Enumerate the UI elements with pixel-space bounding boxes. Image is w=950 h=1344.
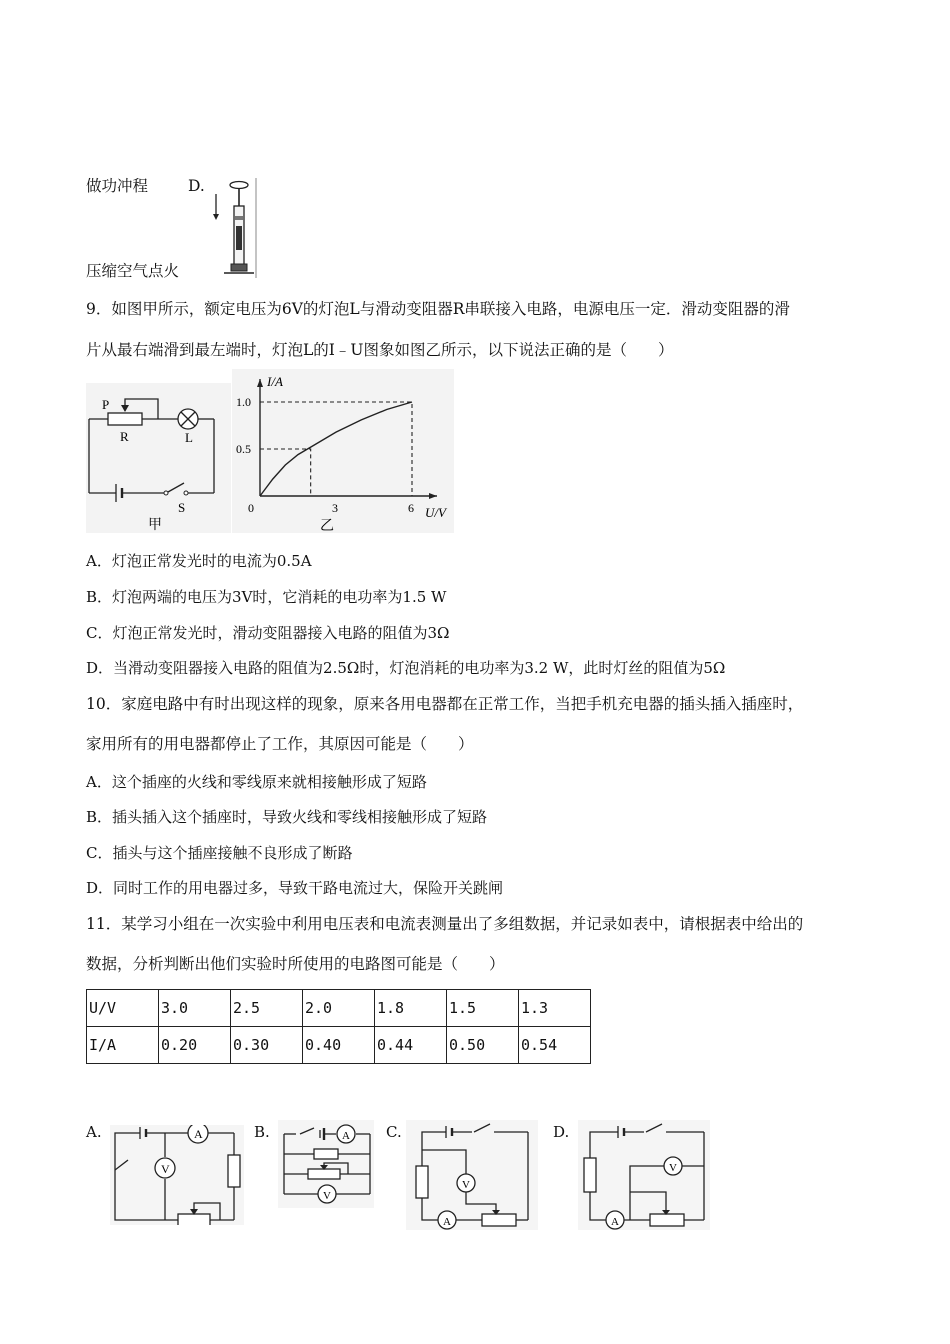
q9-option-b: B．灯泡两端的电压为3V时，它消耗的电功率为1.5 W (86, 588, 447, 606)
q10-option-d: D．同时工作的用电器过多，导致干路电流过大，保险开关跳闸 (86, 879, 504, 897)
prev-option-d-label: D. (188, 177, 205, 195)
q11-circuit-a (110, 1125, 244, 1225)
table-cell: 2.0 (303, 990, 375, 1027)
q9-label-S: S (178, 500, 186, 515)
table-cell: I/A (87, 1027, 159, 1064)
q11-circuit-d (578, 1120, 710, 1230)
q11-option-d-label: D. (553, 1123, 570, 1141)
q11-a-ammeter: A (194, 1127, 203, 1141)
table-cell: 1.5 (447, 990, 519, 1027)
q9-label-P: P (102, 397, 110, 412)
table-cell: 0.30 (231, 1027, 303, 1064)
q9-option-a: A．灯泡正常发光时的电流为0.5A (86, 552, 312, 570)
q11-d-ammeter: A (611, 1216, 619, 1228)
y-tick-label: 0.5 (236, 442, 251, 456)
table-row (87, 1027, 591, 1064)
table-cell: 0.54 (519, 1027, 591, 1064)
q11-d-voltmeter: V (669, 1162, 677, 1174)
x-tick-label: 3 (332, 501, 338, 515)
q11-option-a-label: A. (86, 1123, 102, 1141)
table-row (87, 990, 591, 1027)
x-tick-label: 6 (408, 501, 414, 515)
q9-iu-graph (232, 369, 454, 533)
table-cell: 0.20 (159, 1027, 231, 1064)
q9-label-R: R (120, 429, 129, 444)
q11-stem-line2: 数据，分析判断出他们实验时所使用的电路图可能是（ ） (86, 955, 505, 973)
q10-option-b: B．插头插入这个插座时，导致火线和零线相接触形成了短路 (86, 808, 488, 826)
q11-circuit-b (278, 1120, 374, 1208)
table-cell: 2.5 (231, 990, 303, 1027)
q10-option-c: C．插头与这个插座接触不良形成了断路 (86, 844, 353, 862)
q10-stem-line2: 家用所有的用电器都停止了工作，其原因可能是（ ） (86, 735, 474, 753)
y-tick-label: 1.0 (236, 395, 251, 409)
q11-c-voltmeter: V (462, 1179, 470, 1191)
table-cell: 0.50 (447, 1027, 519, 1064)
air-compression-apparatus-figure (206, 176, 258, 280)
q9-label-L: L (185, 430, 193, 445)
q11-stem-line1: 11．某学习小组在一次实验中利用电压表和电流表测量出了多组数据，并记录如表中，请根据表中给出的 (86, 915, 804, 933)
q9-circuit-diagram (86, 383, 231, 533)
table-cell: 1.3 (519, 990, 591, 1027)
q9-stem-line1: 9．如图甲所示，额定电压为6V的灯泡L与滑动变阻器R串联接入电路，电源电压一定．滑动变阻器的滑 (86, 300, 790, 318)
q11-a-voltmeter: V (161, 1162, 170, 1176)
q9-stem-line2: 片从最右端滑到最左端时，灯泡L的I﹣U图象如图乙所示，以下说法正确的是（ ） (86, 341, 674, 359)
q9-graph-caption: 乙 (320, 519, 334, 533)
q11-b-ammeter: A (342, 1130, 350, 1142)
q9-graph-xlabel: U/V (425, 505, 446, 520)
table-cell: 0.44 (375, 1027, 447, 1064)
table-cell: 0.40 (303, 1027, 375, 1064)
q11-c-ammeter: A (443, 1216, 451, 1228)
prev-option-d-text: 压缩空气点火 (86, 262, 180, 280)
q9-caption-jia: 甲 (148, 518, 162, 533)
q9-option-c: C．灯泡正常发光时，滑动变阻器接入电路的阻值为3Ω (86, 624, 450, 642)
q11-circuit-c (406, 1120, 538, 1230)
table-cell: 1.8 (375, 990, 447, 1027)
table-cell: U/V (87, 990, 159, 1027)
table-cell: 3.0 (159, 990, 231, 1027)
prev-option-c-tail: 做功冲程 (86, 177, 149, 195)
q9-option-d: D．当滑动变阻器接入电路的阻值为2.5Ω时，灯泡消耗的电功率为3.2 W，此时灯丝的阻值为5Ω (86, 659, 726, 677)
q11-option-c-label: C. (386, 1123, 402, 1141)
q11-b-voltmeter: V (323, 1190, 331, 1202)
q9-graph-origin: 0 (248, 501, 254, 515)
q10-stem-line1: 10．家庭电路中有时出现这样的现象，原来各用电器都在正常工作，当把手机充电器的插头插入插座时， (86, 695, 804, 713)
q11-data-table (86, 989, 591, 1064)
q9-graph-ylabel: I/A (267, 374, 283, 389)
q10-option-a: A．这个插座的火线和零线原来就相接触形成了短路 (86, 773, 427, 791)
q11-option-b-label: B. (254, 1123, 270, 1141)
